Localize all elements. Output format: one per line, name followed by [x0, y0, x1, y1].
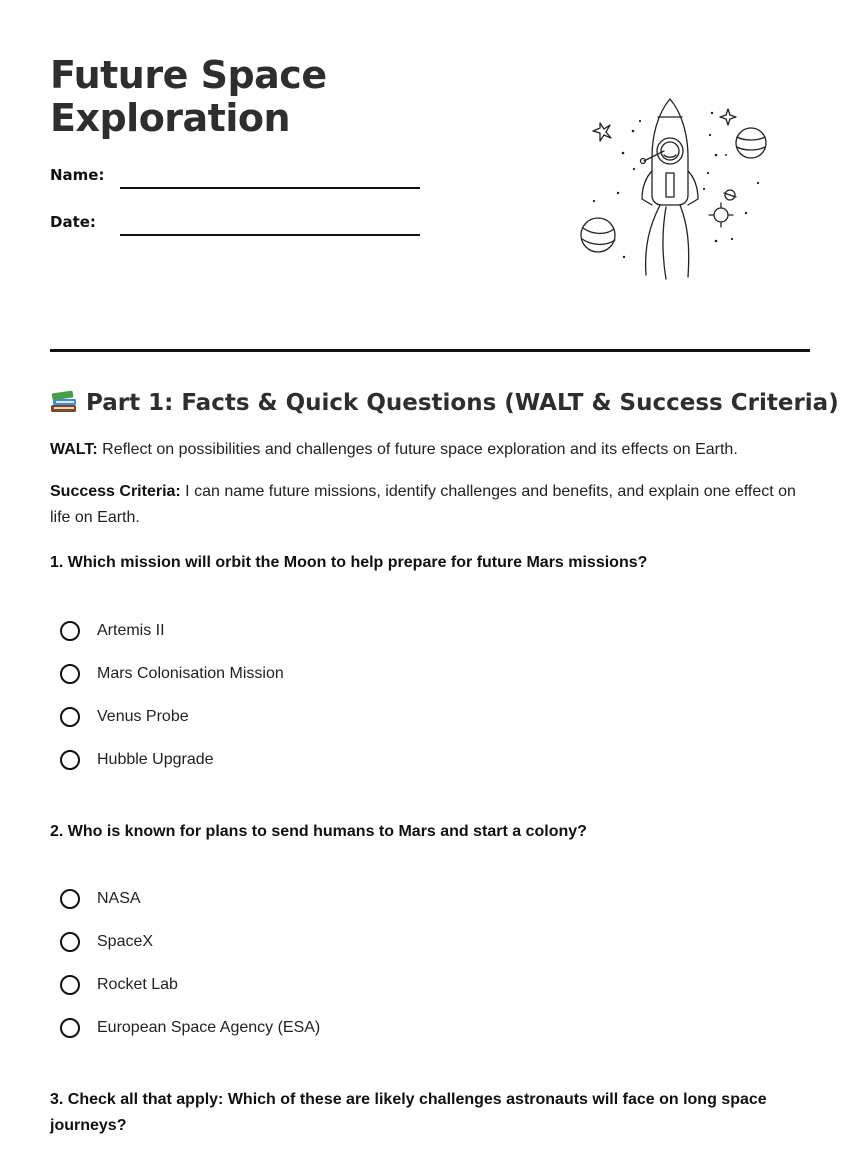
part1-heading-text: Part 1: Facts & Quick Questions (WALT & Success Criteria)	[86, 390, 839, 416]
section-divider	[50, 349, 810, 352]
radio-button[interactable]	[60, 932, 80, 952]
page-title	[50, 54, 327, 140]
success-criteria-label: Success Criteria:	[50, 483, 181, 500]
option-label: SpaceX	[97, 933, 154, 950]
radio-button[interactable]	[60, 707, 80, 727]
question-2: 2. Who is known for plans to send humans to Mars and start a colony?	[50, 823, 587, 840]
name-field[interactable]	[120, 187, 420, 189]
radio-button[interactable]	[60, 750, 80, 770]
title-line-2: Exploration	[50, 96, 291, 140]
option-label: Artemis II	[97, 622, 165, 639]
option-label: Rocket Lab	[97, 976, 178, 993]
name-label: Name:	[50, 166, 105, 184]
question-1: 1. Which mission will orbit the Moon to help prepare for future Mars missions?	[50, 554, 648, 571]
option-label: Hubble Upgrade	[97, 751, 214, 768]
q1-option-venus-probe[interactable]	[60, 704, 189, 730]
option-label: Mars Colonisation Mission	[97, 665, 284, 682]
option-label: Venus Probe	[97, 708, 189, 725]
option-label: NASA	[97, 890, 141, 907]
radio-button[interactable]	[60, 889, 80, 909]
q2-option-nasa[interactable]	[60, 886, 141, 912]
q1-option-hubble-upgrade[interactable]	[60, 747, 214, 773]
success-criteria-paragraph	[50, 479, 815, 531]
q2-option-rocket-lab[interactable]	[60, 972, 178, 998]
date-field[interactable]	[120, 234, 420, 236]
q1-option-mars-colonisation[interactable]	[60, 661, 284, 687]
radio-button[interactable]	[60, 664, 80, 684]
rocket-illustration	[578, 95, 770, 281]
q2-option-spacex[interactable]	[60, 929, 153, 955]
radio-button[interactable]	[60, 975, 80, 995]
success-criteria-text: I can name future missions, identify challenges and benefits, and explain one effect on life on Earth.	[50, 483, 796, 526]
question-3: 3. Check all that apply: Which of these are likely challenges astronauts will face on long space journeys?	[50, 1091, 767, 1134]
title-line-1: Future Space	[50, 53, 327, 97]
radio-button[interactable]	[60, 621, 80, 641]
q2-option-esa[interactable]	[60, 1015, 320, 1041]
walt-paragraph	[50, 437, 815, 463]
walt-text: Reflect on possibilities and challenges of future space exploration and its effects on Earth.	[97, 441, 738, 458]
walt-label: WALT:	[50, 441, 98, 458]
option-label: European Space Agency (ESA)	[97, 1019, 321, 1036]
part1-heading	[50, 389, 839, 416]
q1-option-artemis[interactable]	[60, 618, 165, 644]
radio-button[interactable]	[60, 1018, 80, 1038]
date-label: Date:	[50, 213, 96, 231]
books-icon	[50, 389, 78, 413]
